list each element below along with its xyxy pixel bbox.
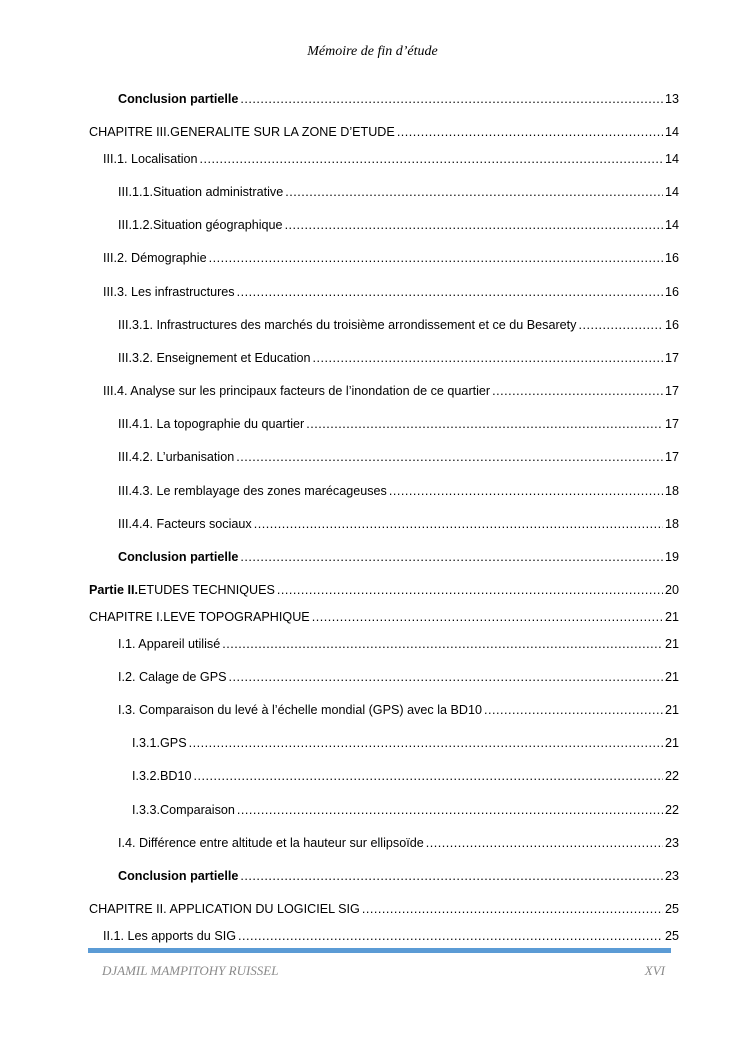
toc-entry-number: III.1.2. (118, 218, 154, 232)
toc-leader-dots (313, 350, 663, 366)
toc-leader-dots (397, 124, 663, 140)
toc-entry[interactable] (103, 928, 679, 944)
toc-entry-title: III.4.2. L’urbanisation (118, 450, 235, 464)
toc-entry-page: 17 (664, 384, 679, 398)
toc-entry-title: Conclusion partielle (118, 869, 239, 883)
toc-entry-title: I.4. Différence entre altitude et la hauteur sur ellipsoïde (118, 836, 424, 850)
toc-entry[interactable] (103, 151, 679, 167)
toc-entry[interactable] (118, 350, 679, 366)
toc-entry[interactable] (89, 582, 679, 598)
toc-entry[interactable] (103, 284, 679, 300)
toc-entry-page: 22 (664, 769, 679, 783)
toc-leader-dots (285, 184, 663, 200)
toc-entry-title: Situation administrative (153, 185, 284, 199)
toc-entry-number: CHAPITRE I. (89, 610, 164, 624)
toc-leader-dots (362, 901, 663, 917)
toc-entry-page: 14 (664, 218, 679, 232)
footer-divider (88, 948, 671, 953)
toc-entry-page: 21 (664, 610, 679, 624)
toc-entry[interactable] (118, 449, 679, 465)
toc-entry-number: Partie II. (89, 583, 138, 597)
toc-entry-title: III.4.3. Le remblayage des zones marécageuses (118, 484, 387, 498)
page-header-title: Mémoire de fin d’étude (307, 44, 438, 59)
toc-entry[interactable] (132, 735, 679, 751)
toc-leader-dots (194, 768, 663, 784)
toc-entry-page: 14 (664, 125, 679, 139)
toc-entry-title: Comparaison (160, 803, 235, 817)
toc-leader-dots (306, 416, 663, 432)
toc-entry[interactable] (118, 702, 679, 718)
toc-entry-number: I.3.1. (132, 736, 161, 750)
toc-entry-page: 20 (664, 583, 679, 597)
toc-entry-title: Situation géographique (153, 218, 283, 232)
toc-entry-title: III.4.1. La topographie du quartier (118, 417, 305, 431)
toc-leader-dots (277, 582, 663, 598)
toc-entry[interactable] (103, 383, 679, 399)
toc-leader-dots (578, 317, 663, 333)
toc-entry[interactable] (118, 516, 679, 532)
toc-entry-page: 25 (664, 902, 679, 916)
toc-leader-dots (238, 928, 663, 944)
toc-entry-number: III.1.1. (118, 185, 154, 199)
toc-leader-dots (426, 835, 663, 851)
toc-entry[interactable] (103, 250, 679, 266)
toc-entry[interactable] (118, 317, 679, 333)
toc-entry-title: III.3.2. Enseignement et Education (118, 351, 311, 365)
toc-entry[interactable] (132, 768, 679, 784)
toc-entry-title: III.4.4. Facteurs sociaux (118, 517, 252, 531)
toc-entry[interactable] (118, 669, 679, 685)
toc-entry-page: 17 (664, 351, 679, 365)
toc-leader-dots (229, 669, 663, 685)
toc-entry[interactable] (132, 802, 679, 818)
toc-entry[interactable] (89, 901, 679, 917)
toc-entry[interactable] (118, 91, 679, 107)
toc-leader-dots (189, 735, 663, 751)
toc-entry-page: 18 (664, 517, 679, 531)
toc-entry-page: 17 (664, 450, 679, 464)
toc-entry[interactable] (118, 416, 679, 432)
toc-entry-title: III.3. Les infrastructures (103, 285, 235, 299)
toc-entry[interactable] (89, 124, 679, 140)
toc-entry-title: GPS (160, 736, 187, 750)
toc-entry-page: 14 (664, 185, 679, 199)
toc-leader-dots (237, 802, 663, 818)
toc-entry-title: I.1. Appareil utilisé (118, 637, 221, 651)
toc-entry-page: 23 (664, 869, 679, 883)
toc-entry-title: Conclusion partielle (118, 550, 239, 564)
toc-entry-title: III.4. Analyse sur les principaux facteurs de l’inondation de ce quartier (103, 384, 491, 398)
toc-leader-dots (484, 702, 663, 718)
toc-leader-dots (236, 449, 663, 465)
toc-entry-title: III.3.1. Infrastructures des marchés du troisième arrondissement et ce du Besarety (118, 318, 577, 332)
toc-entry-page: 21 (664, 703, 679, 717)
toc-entry-title: III.2. Démographie (103, 251, 207, 265)
toc-entry-page: 19 (664, 550, 679, 564)
toc-entry[interactable] (118, 549, 679, 565)
toc-entry-page: 14 (664, 152, 679, 166)
toc-leader-dots (285, 217, 663, 233)
toc-entry-page: 22 (664, 803, 679, 817)
toc-entry[interactable] (118, 636, 679, 652)
toc-entry-title: II.1. Les apports du SIG (103, 929, 237, 943)
toc-entry-number: CHAPITRE III. (89, 125, 171, 139)
toc-entry[interactable] (118, 483, 679, 499)
toc-entry-title: BD10 (160, 769, 192, 783)
toc-leader-dots (312, 609, 663, 625)
toc-entry-number: I.3.3. (132, 803, 161, 817)
toc-entry-title: III.1. Localisation (103, 152, 198, 166)
footer-author: DJAMIL MAMPITOHY RUISSEL (102, 963, 279, 978)
toc-entry-page: 17 (664, 417, 679, 431)
toc-entry-title: Conclusion partielle (118, 92, 239, 106)
toc-entry-title: LEVE TOPOGRAPHIQUE (163, 610, 310, 624)
footer-page-number: XVI (644, 963, 665, 978)
toc-leader-dots (209, 250, 663, 266)
toc-entry-number: I.3.2. (132, 769, 161, 783)
toc-leader-dots (254, 516, 663, 532)
toc-leader-dots (240, 549, 663, 565)
toc-entry-page: 25 (664, 929, 679, 943)
toc-entry-title: ETUDES TECHNIQUES (138, 583, 275, 597)
toc-leader-dots (492, 383, 663, 399)
toc-entry-title: GENERALITE SUR LA ZONE D’ETUDE (170, 125, 395, 139)
toc-entry-page: 21 (664, 637, 679, 651)
toc-entry-page: 23 (664, 836, 679, 850)
toc-entry-title: I.2. Calage de GPS (118, 670, 227, 684)
toc-leader-dots (237, 284, 663, 300)
toc-entry-page: 13 (664, 92, 679, 106)
toc-leader-dots (240, 868, 663, 884)
toc-entry[interactable] (118, 184, 679, 200)
toc-entry-page: 21 (664, 670, 679, 684)
toc-entry[interactable] (118, 835, 679, 851)
toc-entry-page: 16 (664, 251, 679, 265)
toc-entry-page: 21 (664, 736, 679, 750)
toc-entry-title: CHAPITRE II. APPLICATION DU LOGICIEL SIG (89, 902, 360, 916)
toc-entry-title: I.3. Comparaison du levé à l’échelle mondial (GPS) avec la BD10 (118, 703, 483, 717)
toc-leader-dots (389, 483, 663, 499)
toc-entry-page: 18 (664, 484, 679, 498)
toc-leader-dots (240, 91, 663, 107)
toc-entry[interactable] (89, 609, 679, 625)
toc-leader-dots (200, 151, 663, 167)
toc-entry[interactable] (118, 868, 679, 884)
toc-entry-page: 16 (664, 318, 679, 332)
toc-leader-dots (222, 636, 663, 652)
toc-entry-page: 16 (664, 285, 679, 299)
toc-entry[interactable] (118, 217, 679, 233)
